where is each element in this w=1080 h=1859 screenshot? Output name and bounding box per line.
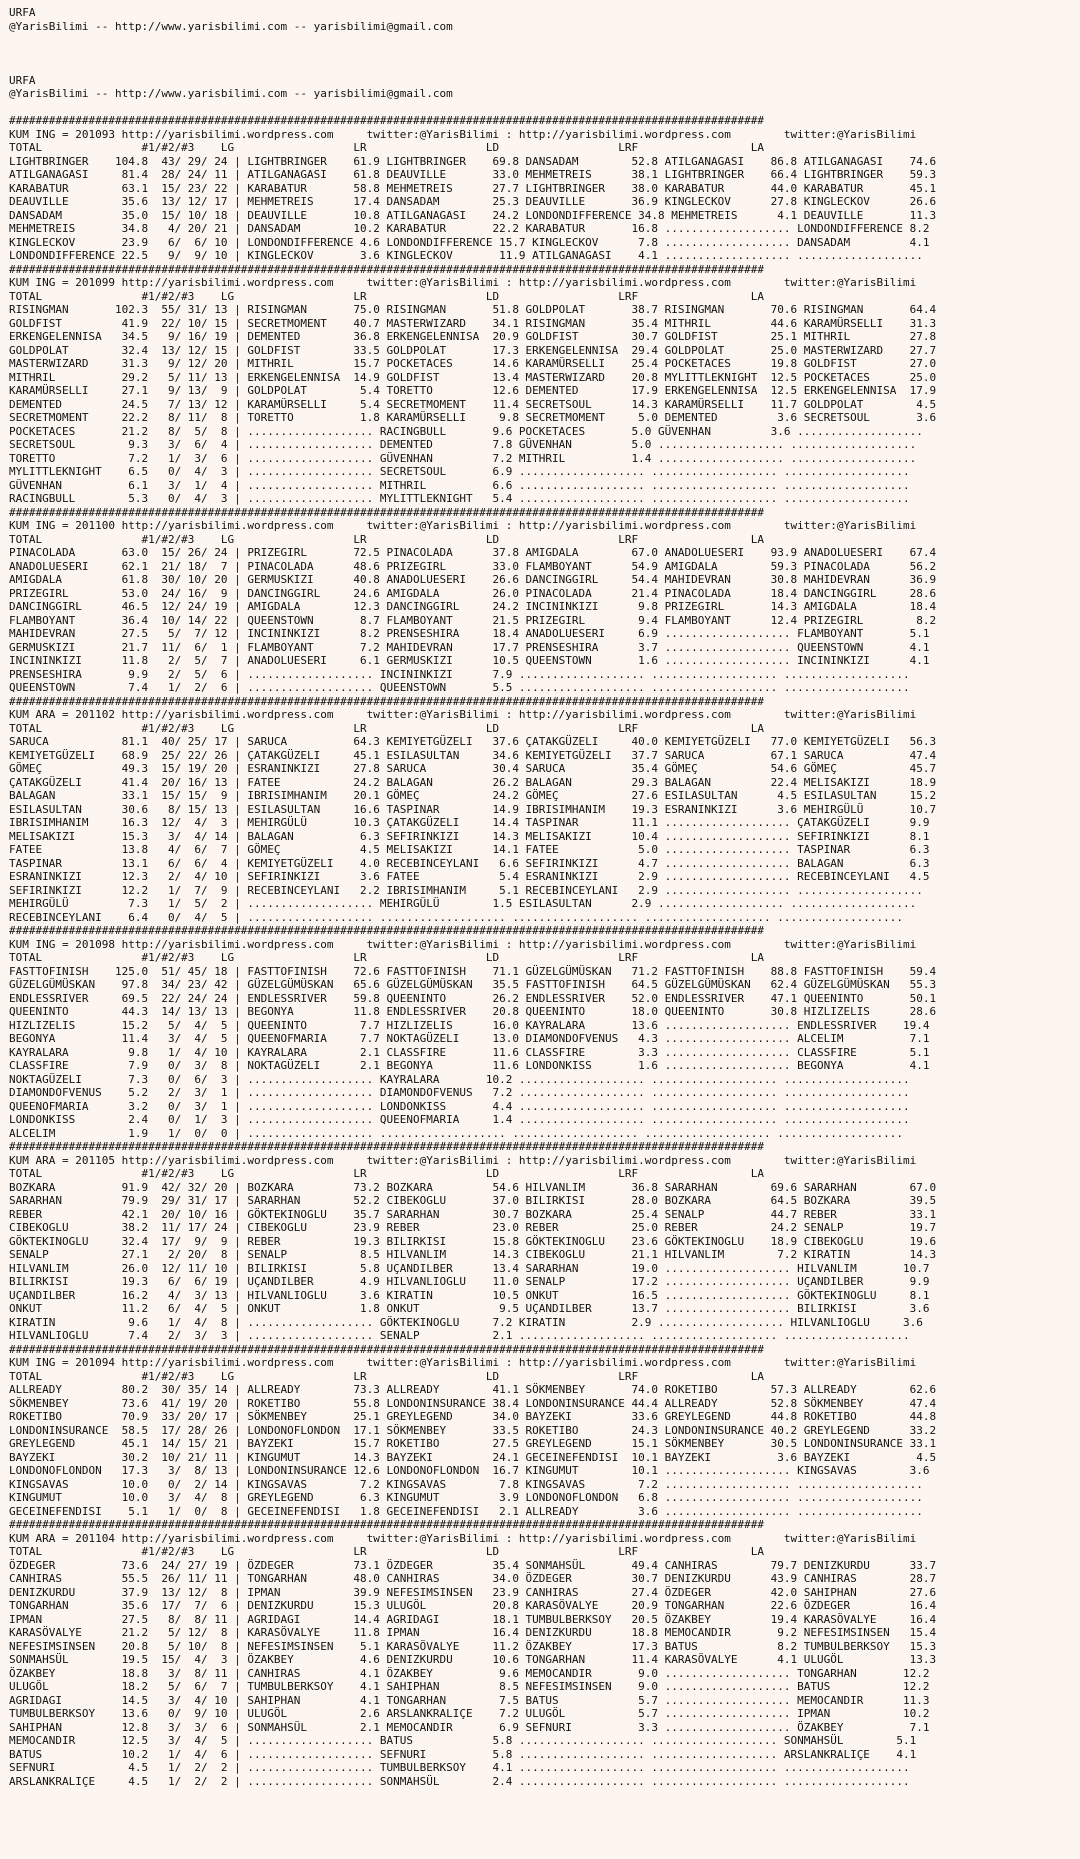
table-row: LIGHTBRINGER 104.8 43/ 29/ 24 | LIGHTBRINGER 61.9 LIGHTBRINGER 69.8 DANSADAM 52.8 ATILGANAGASI 86.8 ATILGANAGASI 74.6 <box>9 154 937 168</box>
blank-line <box>9 101 1080 115</box>
column-headers: TOTAL #1/#2/#3 LG LR LD LRF LA <box>9 1369 764 1383</box>
table-row: SECRETSOUL 9.3 3/ 6/ 4 | ................... DEMENTED 7.8 GÜVENHAN 5.0 ................... ................... <box>9 438 917 451</box>
table-row: ONKUT 11.2 6/ 4/ 5 | ONKUT 1.8 ONKUT 9.5 UÇANDILBER 13.7 ................... BILIRKISI 3.6 <box>9 1302 930 1315</box>
separator-line: ################################################################################################################## <box>9 1342 764 1356</box>
separator-line: ################################################################################################################## <box>9 505 764 519</box>
table-row: ALLREADY 80.2 30/ 35/ 14 | ALLREADY 73.3 ALLREADY 41.1 SÖKMENBEY 74.0 ROKETIBO 57.3 ALLREADY 62.6 <box>9 1383 937 1396</box>
table-row: FATEE 13.8 4/ 6/ 7 | GÖMEÇ 4.5 MELISAKIZI 14.1 FATEE 5.0 ................... TASPINAR 6.3 <box>9 843 930 856</box>
table-row: UÇANDILBER 16.2 4/ 3/ 13 | HILVANLIOGLU 3.6 KIRATIN 10.5 ONKUT 16.5 ................... GÖKTEKINOGLU 8.1 <box>9 1288 930 1302</box>
table-row: DIAMONDOFVENUS 5.2 2/ 3/ 1 | ................... DIAMONDOFVENUS 7.2 ................... ................... ................... <box>9 1086 910 1099</box>
table-row: DANCINGGIRL 46.5 12/ 24/ 19 | AMIGDALA 12.3 DANCINGGIRL 24.2 INCININKIZI 9.8 PRIZEGIRL 14.3 AMIGDALA 18.4 <box>9 600 937 613</box>
table-row: RECEBINCEYLANI 6.4 0/ 4/ 5 | ................... ................... ................... ................... ................... <box>9 910 904 924</box>
column-headers: TOTAL #1/#2/#3 LG LR LD LRF LA <box>9 721 764 735</box>
race-block <box>9 938 1080 1141</box>
section-header-contact: @YarisBilimi -- http://www.yarisbilimi.com -- yarisbilimi@gmail.com <box>9 87 453 100</box>
race-header: KUM ARA = 201102 http://yarisbilimi.wordpress.com twitter:@YarisBilimi : http://yarisbilimi.wordpress.com twitter:@YarisBilimi <box>9 708 917 721</box>
separator-line: ################################################################################################################## <box>9 262 764 276</box>
table-row: PRENSESHIRA 9.9 2/ 5/ 6 | ................... INCININKIZI 7.9 ................... ................... ................... <box>9 667 910 681</box>
table-row: BATUS 10.2 1/ 4/ 6 | ................... SEFNURI 5.8 ................... ................... ARSLANKRALIÇE 4.1 <box>9 1747 917 1761</box>
race-header: KUM ARA = 201105 http://yarisbilimi.wordpress.com twitter:@YarisBilimi : http://yarisbilimi.wordpress.com twitter:@YarisBilimi <box>9 1153 917 1167</box>
race-header: KUM ING = 201099 http://yarisbilimi.wordpress.com twitter:@YarisBilimi : http://yarisbilimi.wordpress.com twitter:@YarisBilimi <box>9 276 917 289</box>
table-row: CANHIRAS 55.5 26/ 11/ 11 | TONGARHAN 48.0 CANHIRAS 34.0 ÖZDEGER 30.7 DENIZKURDU 43.9 CANHIRAS 28.7 <box>9 1572 937 1585</box>
table-row: ENDLESSRIVER 69.5 22/ 24/ 24 | ENDLESSRIVER 59.8 QUEENINTO 26.2 ENDLESSRIVER 52.0 ENDLESSRIVER 47.1 QUEENINTO 50.1 <box>9 991 937 1005</box>
table-row: MAHIDEVRAN 27.5 5/ 7/ 12 | INCININKIZI 8.2 PRENSESHIRA 18.4 ANADOLUESERI 6.9 ................... FLAMBOYANT 5.1 <box>9 627 930 640</box>
table-row: KARABATUR 63.1 15/ 23/ 22 | KARABATUR 58.8 MEHMETREIS 27.7 LIGHTBRINGER 38.0 KARABATUR 44.0 KARABATUR 45.1 <box>9 181 937 195</box>
table-row: GÖKTEKINOGLU 32.4 17/ 9/ 9 | REBER 19.3 BILIRKISI 15.8 GÖKTEKINOGLU 23.6 GÖKTEKINOGLU 18.9 CIBEKOGLU 19.6 <box>9 1234 937 1248</box>
table-row: SONMAHSÜL 19.5 15/ 4/ 3 | ÖZAKBEY 4.6 DENIZKURDU 10.6 TONGARHAN 11.4 KARASÖVALYE 4.1 ULUGÖL 13.3 <box>9 1653 937 1666</box>
table-row: GECEINEFENDISI 5.1 1/ 0/ 8 | GECEINEFENDISI 1.8 GECEINEFENDISI 2.1 ALLREADY 3.6 ................... ................... <box>9 1504 923 1518</box>
table-row: TONGARHAN 35.6 17/ 7/ 6 | DENIZKURDU 15.3 ULUGÖL 20.8 KARASÖVALYE 20.9 TONGARHAN 22.6 ÖZDEGER 16.4 <box>9 1599 937 1612</box>
table-row: ERKENGELENNISA 34.5 9/ 16/ 19 | DEMENTED 36.8 ERKENGELENNISA 20.9 GOLDFIST 30.7 GOLDFIST 25.1 MITHRIL 27.8 <box>9 330 937 343</box>
separator-line: ################################################################################################################## <box>9 1518 764 1531</box>
race-block <box>9 1154 1080 1343</box>
table-row: ROKETIBO 70.9 33/ 20/ 17 | SÖKMENBEY 25.1 GREYLEGEND 34.0 BAYZEKI 33.6 GREYLEGEND 44.8 ROKETIBO 44.8 <box>9 1410 937 1423</box>
race-block <box>9 276 1080 506</box>
table-row: MYLITTLEKNIGHT 6.5 0/ 4/ 3 | ................... SECRETSOUL 6.9 ................... ................... ................... <box>9 465 910 478</box>
table-row: MEHIRGÜLÜ 7.3 1/ 5/ 2 | ................... MEHIRGÜLÜ 1.5 ESILASULTAN 2.9 ................... ................... <box>9 897 917 910</box>
table-row: ESILASULTAN 30.6 8/ 15/ 13 | ESILASULTAN 16.6 TASPINAR 14.9 IBRISIMHANIM 19.3 ESRANINKIZI 3.6 MEHIRGÜLÜ 10.7 <box>9 802 937 816</box>
table-row: DENIZKURDU 37.9 13/ 12/ 8 | IPMAN 39.9 NEFESIMSINSEN 23.9 CANHIRAS 27.4 ÖZDEGER 42.0 SAHIPHAN 27.6 <box>9 1585 937 1599</box>
section-title: URFA <box>9 73 36 87</box>
table-row: SÖKMENBEY 73.6 41/ 19/ 20 | ROKETIBO 55.8 LONDONINSURANCE 38.4 LONDONINSURANCE 44.4 ALLREADY 52.8 SÖKMENBEY 47.4 <box>9 1396 937 1410</box>
table-row: ANADOLUESERI 62.1 21/ 18/ 7 | PINACOLADA 48.6 PRIZEGIRL 33.0 FLAMBOYANT 54.9 AMIGDALA 59.3 PINACOLADA 56.2 <box>9 559 937 573</box>
table-row: SEFNURI 4.5 1/ 2/ 2 | ................... TUMBULBERKSOY 4.1 ................... ................... ................... <box>9 1761 910 1774</box>
column-headers: TOTAL #1/#2/#3 LG LR LD LRF LA <box>9 1167 764 1180</box>
blank-line <box>9 33 1080 47</box>
table-row: KINGUMUT 10.0 3/ 4/ 8 | GREYLEGEND 6.3 KINGUMUT 3.9 LONDONOFLONDON 6.8 ................... ................... <box>9 1491 923 1504</box>
table-row: ALCELIM 1.9 1/ 0/ 0 | ................... ................... ................... ................... ................... <box>9 1126 904 1140</box>
table-row: REBER 42.1 20/ 10/ 16 | GÖKTEKINOGLU 35.7 SARARHAN 30.7 BOZKARA 25.4 SENALP 44.7 REBER 33.1 <box>9 1207 937 1221</box>
race-header: KUM ARA = 201104 http://yarisbilimi.wordpress.com twitter:@YarisBilimi : http://yarisbilimi.wordpress.com twitter:@YarisBilimi <box>9 1531 917 1545</box>
table-row: HIZLIZELIS 15.2 5/ 4/ 5 | QUEENINTO 7.7 HIZLIZELIS 16.0 KAYRALARA 13.6 ................... ENDLESSRIVER 19.4 <box>9 1018 930 1032</box>
table-row: QUEENSTOWN 7.4 1/ 2/ 6 | ................... QUEENSTOWN 5.5 ................... ................... ................... <box>9 681 910 694</box>
table-row: GREYLEGEND 45.1 14/ 15/ 21 | BAYZEKI 15.7 ROKETIBO 27.5 GREYLEGEND 15.1 SÖKMENBEY 30.5 LONDONINSURANCE 33.1 <box>9 1437 937 1450</box>
race-block <box>9 519 1080 695</box>
race-header: KUM ING = 201100 http://yarisbilimi.wordpress.com twitter:@YarisBilimi : http://yarisbilimi.wordpress.com twitter:@YarisBilimi <box>9 519 917 532</box>
table-row: KINGSAVAS 10.0 0/ 2/ 14 | KINGSAVAS 7.2 KINGSAVAS 7.8 KINGSAVAS 7.2 ................... ................... <box>9 1477 923 1491</box>
table-row: KINGLECKOV 23.9 6/ 6/ 10 | LONDONDIFFERENCE 4.6 LONDONDIFFERENCE 15.7 KINGLECKOV 7.8 ................... DANSADAM 4.1 <box>9 235 930 249</box>
race-header: KUM ING = 201094 http://yarisbilimi.wordpress.com twitter:@YarisBilimi : http://yarisbilimi.wordpress.com twitter:@YarisBilimi <box>9 1356 917 1369</box>
table-row: KARASÖVALYE 21.2 5/ 12/ 8 | KARASÖVALYE 11.8 IPMAN 16.4 DENIZKURDU 18.8 MEMOCANDIR 9.2 NEFESIMSINSEN 15.4 <box>9 1626 937 1639</box>
blank-line <box>9 47 1080 61</box>
table-row: RACINGBULL 5.3 0/ 4/ 3 | ................... MYLITTLEKNIGHT 5.4 ................... ................... ................... <box>9 492 910 505</box>
table-row: KEMIYETGÜZELI 68.9 25/ 22/ 26 | ÇATAKGÜZELI 45.1 ESILASULTAN 34.6 KEMIYETGÜZELI 37.7 SARUCA 67.1 SARUCA 47.4 <box>9 748 937 762</box>
table-row: BEGONYA 11.4 3/ 4/ 5 | QUEENOFMARIA 7.7 NOKTAGÜZELI 13.0 DIAMONDOFVENUS 4.3 ................... ALCELIM 7.1 <box>9 1032 930 1045</box>
table-row: FASTTOFINISH 125.0 51/ 45/ 18 | FASTTOFINISH 72.6 FASTTOFINISH 71.1 GÜZELGÜMÜSKAN 71.2 FASTTOFINISH 88.8 FASTTOFINISH 59.4 <box>9 964 937 978</box>
table-row: MITHRIL 29.2 5/ 11/ 13 | ERKENGELENNISA 14.9 GOLDFIST 13.4 MASTERWIZARD 20.8 MYLITTLEKNIGHT 12.5 POCKETACES 25.0 <box>9 370 937 384</box>
race-block <box>9 128 1080 263</box>
table-row: CIBEKOGLU 38.2 11/ 17/ 24 | CIBEKOGLU 23.9 REBER 23.0 REBER 25.0 REBER 24.2 SENALP 19.7 <box>9 1221 937 1234</box>
table-row: GÜVENHAN 6.1 3/ 1/ 4 | ................... MITHRIL 6.6 ................... ................... ................... <box>9 478 910 492</box>
table-row: MELISAKIZI 15.3 3/ 4/ 14 | BALAGAN 6.3 SEFIRINKIZI 14.3 MELISAKIZI 10.4 ................... SEFIRINKIZI 8.1 <box>9 829 930 843</box>
table-row: GÖMEÇ 49.3 15/ 19/ 20 | ESRANINKIZI 27.8 SARUCA 30.4 SARUCA 35.4 GÖMEÇ 54.6 GÖMEÇ 45.7 <box>9 762 937 775</box>
table-row: HILVANLIOGLU 7.4 2/ 3/ 3 | ................... SENALP 2.1 ................... ................... ................... <box>9 1329 910 1342</box>
table-row: LONDONKISS 2.4 0/ 1/ 3 | ................... QUEENOFMARIA 1.4 ................... ................... ................... <box>9 1113 910 1126</box>
table-row: MEHMETREIS 34.8 4/ 20/ 21 | DANSADAM 10.2 KARABATUR 22.2 KARABATUR 16.8 ................... LONDONDIFFERENCE 8.2 <box>9 222 930 235</box>
table-row: DEMENTED 24.5 7/ 13/ 12 | KARAMÜRSELLI 5.4 SECRETMOMENT 11.4 SECRETSOUL 14.3 KARAMÜRSELLI 11.7 GOLDPOLAT 4.5 <box>9 397 937 411</box>
table-row: LONDONDIFFERENCE 22.5 9/ 9/ 10 | KINGLECKOV 3.6 KINGLECKOV 11.9 ATILGANAGASI 4.1 ................... ................... <box>9 249 923 262</box>
document-header-contact: @YarisBilimi -- http://www.yarisbilimi.com -- yarisbilimi@gmail.com <box>9 19 453 33</box>
table-row: FLAMBOYANT 36.4 10/ 14/ 22 | QUEENSTOWN 8.7 FLAMBOYANT 21.5 PRIZEGIRL 9.4 FLAMBOYANT 12.4 PRIZEGIRL 8.2 <box>9 613 937 627</box>
table-row: KIRATIN 9.6 1/ 4/ 8 | ................... GÖKTEKINOGLU 7.2 KIRATIN 2.9 ................... HILVANLIOGLU 3.6 <box>9 1315 923 1329</box>
table-row: GOLDPOLAT 32.4 13/ 12/ 15 | GOLDFIST 33.5 GOLDPOLAT 17.3 ERKENGELENNISA 29.4 GOLDPOLAT 25.0 MASTERWIZARD 27.7 <box>9 343 937 357</box>
table-row: LONDONOFLONDON 17.3 3/ 8/ 13 | LONDONINSURANCE 12.6 LONDONOFLONDON 16.7 KINGUMUT 10.1 ................... KINGSAVAS 3.6 <box>9 1464 930 1477</box>
table-row: LONDONINSURANCE 58.5 17/ 28/ 26 | LONDONOFLONDON 17.1 SÖKMENBEY 33.5 ROKETIBO 24.3 LONDONINSURANCE 40.2 GREYLEGEND 33.2 <box>9 1423 937 1437</box>
separator-line: ################################################################################################################## <box>9 694 764 708</box>
table-row: QUEENOFMARIA 3.2 0/ 3/ 1 | ................... LONDONKISS 4.4 ................... ................... ................... <box>9 1099 910 1113</box>
table-row: SAHIPHAN 12.8 3/ 3/ 6 | SONMAHSÜL 2.1 MEMOCANDIR 6.9 SEFNURI 3.3 ................... ÖZAKBEY 7.1 <box>9 1720 930 1734</box>
table-row: KAYRALARA 9.8 1/ 4/ 10 | KAYRALARA 2.1 CLASSFIRE 11.6 CLASSFIRE 3.3 ................... CLASSFIRE 5.1 <box>9 1045 930 1059</box>
separator-line: ################################################################################################################## <box>9 924 764 937</box>
table-row: NOKTAGÜZELI 7.3 0/ 6/ 3 | ................... KAYRALARA 10.2 ................... ................... ................... <box>9 1072 910 1086</box>
table-row: HILVANLIM 26.0 12/ 11/ 10 | BILIRKISI 5.8 UÇANDILBER 13.4 SARARHAN 19.0 ................... HILVANLIM 10.7 <box>9 1261 930 1275</box>
table-row: ULUGÖL 18.2 5/ 6/ 7 | TUMBULBERKSOY 4.1 SAHIPHAN 8.5 NEFESIMSINSEN 9.0 ................... BATUS 12.2 <box>9 1680 930 1693</box>
column-headers: TOTAL #1/#2/#3 LG LR LD LRF LA <box>9 1545 764 1558</box>
table-row: TUMBULBERKSOY 13.6 0/ 9/ 10 | ULUGÖL 2.6 ARSLANKRALIÇE 7.2 ULUGÖL 5.7 ................... IPMAN 10.2 <box>9 1707 930 1720</box>
table-row: BILIRKISI 19.3 6/ 6/ 19 | UÇANDILBER 4.9 HILVANLIOGLU 11.0 SENALP 17.2 ................... UÇANDILBER 9.9 <box>9 1275 930 1288</box>
blank-line <box>9 60 1080 74</box>
table-row: GOLDFIST 41.9 22/ 10/ 15 | SECRETMOMENT 40.7 MASTERWIZARD 34.1 RISINGMAN 35.4 MITHRIL 44.6 KARAMÜRSELLI 31.3 <box>9 316 937 330</box>
column-headers: TOTAL #1/#2/#3 LG LR LD LRF LA <box>9 141 764 154</box>
table-row: SEFIRINKIZI 12.2 1/ 7/ 9 | RECEBINCEYLANI 2.2 IBRISIMHANIM 5.1 RECEBINCEYLANI 2.9 ................... ................... <box>9 883 923 897</box>
race-header: KUM ING = 201093 http://yarisbilimi.wordpress.com twitter:@YarisBilimi : http://yarisbilimi.wordpress.com twitter:@YarisBilimi <box>9 127 917 141</box>
table-row: NEFESIMSINSEN 20.8 5/ 10/ 8 | NEFESIMSINSEN 5.1 KARASÖVALYE 11.2 ÖZAKBEY 17.3 BATUS 8.2 TUMBULBERKSOY 15.3 <box>9 1639 937 1653</box>
table-row: MASTERWIZARD 31.3 9/ 12/ 20 | MITHRIL 15.7 POCKETACES 14.6 KARAMÜRSELLI 25.4 POCKETACES 19.8 GOLDFIST 27.0 <box>9 357 937 370</box>
table-row: ARSLANKRALIÇE 4.5 1/ 2/ 2 | ................... SONMAHSÜL 2.4 ................... ................... ................... <box>9 1774 910 1788</box>
table-row: SENALP 27.1 2/ 20/ 8 | SENALP 8.5 HILVANLIM 14.3 CIBEKOGLU 21.1 HILVANLIM 7.2 KIRATIN 14.3 <box>9 1248 937 1261</box>
table-row: TORETTO 7.2 1/ 3/ 6 | ................... GÜVENHAN 7.2 MITHRIL 1.4 ................... ................... <box>9 451 917 465</box>
document-title: URFA <box>9 6 36 19</box>
table-row: PINACOLADA 63.0 15/ 26/ 24 | PRIZEGIRL 72.5 PINACOLADA 37.8 AMIGDALA 67.0 ANADOLUESERI 93.9 ANADOLUESERI 67.4 <box>9 546 937 559</box>
table-row: SECRETMOMENT 22.2 8/ 11/ 8 | TORETTO 1.8 KARAMÜRSELLI 9.8 SECRETMOMENT 5.0 DEMENTED 3.6 SECRETSOUL 3.6 <box>9 411 937 424</box>
table-row: QUEENINTO 44.3 14/ 13/ 13 | BEGONYA 11.8 ENDLESSRIVER 20.8 QUEENINTO 18.0 QUEENINTO 30.8 HIZLIZELIS 28.6 <box>9 1005 937 1018</box>
table-row: ÇATAKGÜZELI 41.4 20/ 16/ 13 | FATEE 24.2 BALAGAN 26.2 BALAGAN 29.3 BALAGAN 22.4 MELISAKIZI 18.9 <box>9 775 937 789</box>
table-row: TASPINAR 13.1 6/ 6/ 4 | KEMIYETGÜZELI 4.0 RECEBINCEYLANI 6.6 SEFIRINKIZI 4.7 ................... BALAGAN 6.3 <box>9 856 930 870</box>
table-row: AMIGDALA 61.8 30/ 10/ 20 | GERMUSKIZI 40.8 ANADOLUESERI 26.6 DANCINGGIRL 54.4 MAHIDEVRAN 30.8 MAHIDEVRAN 36.9 <box>9 573 937 586</box>
table-row: KARAMÜRSELLI 27.1 9/ 13/ 9 | GOLDPOLAT 5.4 TORETTO 12.6 DEMENTED 17.9 ERKENGELENNISA 12.5 ERKENGELENNISA 17.9 <box>9 384 937 397</box>
table-row: BOZKARA 91.9 42/ 32/ 20 | BOZKARA 73.2 BOZKARA 54.6 HILVANLIM 36.8 SARARHAN 69.6 SARARHAN 67.0 <box>9 1180 937 1194</box>
table-row: AGRIDAGI 14.5 3/ 4/ 10 | SAHIPHAN 4.1 TONGARHAN 7.5 BATUS 5.7 ................... MEMOCANDIR 11.3 <box>9 1693 930 1707</box>
table-row: DEAUVILLE 35.6 13/ 12/ 17 | MEHMETREIS 17.4 DANSADAM 25.3 DEAUVILLE 36.9 KINGLECKOV 27.8 KINGLECKOV 26.6 <box>9 195 937 208</box>
table-row: DANSADAM 35.0 15/ 10/ 18 | DEAUVILLE 10.8 ATILGANAGASI 24.2 LONDONDIFFERENCE 34.8 MEHMETREIS 4.1 DEAUVILLE 11.3 <box>9 208 937 222</box>
table-row: IPMAN 27.5 8/ 8/ 11 | AGRIDAGI 14.4 AGRIDAGI 18.1 TUMBULBERKSOY 20.5 ÖZAKBEY 19.4 KARASÖVALYE 16.4 <box>9 1612 937 1626</box>
table-row: GÜZELGÜMÜSKAN 97.8 34/ 23/ 42 | GÜZELGÜMÜSKAN 65.6 GÜZELGÜMÜSKAN 35.5 FASTTOFINISH 64.5 GÜZELGÜMÜSKAN 62.4 GÜZELGÜMÜSKAN 55.3 <box>9 978 937 991</box>
table-row: MEMOCANDIR 12.5 3/ 4/ 5 | ................... BATUS 5.8 ................... ................... SONMAHSÜL 5.1 <box>9 1734 917 1747</box>
table-row: GERMUSKIZI 21.7 11/ 6/ 1 | FLAMBOYANT 7.2 MAHIDEVRAN 17.7 PRENSESHIRA 3.7 ................... QUEENSTOWN 4.1 <box>9 640 930 654</box>
table-row: BAYZEKI 30.2 10/ 21/ 11 | KINGUMUT 14.3 BAYZEKI 24.1 GECEINEFENDISI 10.1 BAYZEKI 3.6 BAYZEKI 4.5 <box>9 1450 937 1464</box>
table-row: RISINGMAN 102.3 55/ 31/ 13 | RISINGMAN 75.0 RISINGMAN 51.8 GOLDPOLAT 38.7 RISINGMAN 70.6 RISINGMAN 64.4 <box>9 303 937 316</box>
race-tables <box>9 114 1080 1788</box>
race-block <box>9 1532 1080 1789</box>
race-block <box>9 1356 1080 1518</box>
table-row: ATILGANAGASI 81.4 28/ 24/ 11 | ATILGANAGASI 61.8 DEAUVILLE 33.0 MEHMETREIS 38.1 LIGHTBRINGER 66.4 LIGHTBRINGER 59.3 <box>9 168 937 181</box>
column-headers: TOTAL #1/#2/#3 LG LR LD LRF LA <box>9 532 764 546</box>
table-row: IBRISIMHANIM 16.3 12/ 4/ 3 | MEHIRGÜLÜ 10.3 ÇATAKGÜZELI 14.4 TASPINAR 11.1 ................... ÇATAKGÜZELI 9.9 <box>9 816 930 829</box>
table-row: SARUCA 81.1 40/ 25/ 17 | SARUCA 64.3 KEMIYETGÜZELI 37.6 ÇATAKGÜZELI 40.0 KEMIYETGÜZELI 77.0 KEMIYETGÜZELI 56.3 <box>9 735 937 748</box>
table-row: INCININKIZI 11.8 2/ 5/ 7 | ANADOLUESERI 6.1 GERMUSKIZI 10.5 QUEENSTOWN 1.6 ................... INCININKIZI 4.1 <box>9 654 930 667</box>
table-row: SARARHAN 79.9 29/ 31/ 17 | SARARHAN 52.2 CIBEKOGLU 37.0 BILIRKISI 28.0 BOZKARA 64.5 BOZKARA 39.5 <box>9 1194 937 1207</box>
table-row: PRIZEGIRL 53.0 24/ 16/ 9 | DANCINGGIRL 24.6 AMIGDALA 26.0 PINACOLADA 21.4 PINACOLADA 18.4 DANCINGGIRL 28.6 <box>9 586 937 600</box>
table-row: ÖZAKBEY 18.8 3/ 8/ 11 | CANHIRAS 4.1 ÖZAKBEY 9.6 MEMOCANDIR 9.0 ................... TONGARHAN 12.2 <box>9 1666 930 1680</box>
table-row: ESRANINKIZI 12.3 2/ 4/ 10 | SEFIRINKIZI 3.6 FATEE 5.4 ESRANINKIZI 2.9 ................... RECEBINCEYLANI 4.5 <box>9 870 930 883</box>
table-row: POCKETACES 21.2 8/ 5/ 8 | ................... RACINGBULL 9.6 POCKETACES 5.0 GÜVENHAN 3.6 ................... <box>9 424 923 438</box>
race-block <box>9 708 1080 924</box>
table-row: BALAGAN 33.1 15/ 15/ 9 | IBRISIMHANIM 20.1 GÖMEÇ 24.2 GÖMEÇ 27.6 ESILASULTAN 4.5 ESILASULTAN 15.2 <box>9 789 937 802</box>
table-row: ÖZDEGER 73.6 24/ 27/ 19 | ÖZDEGER 73.1 ÖZDEGER 35.4 SONMAHSÜL 49.4 CANHIRAS 79.7 DENIZKURDU 33.7 <box>9 1558 937 1572</box>
column-headers: TOTAL #1/#2/#3 LG LR LD LRF LA <box>9 289 764 303</box>
separator-line: ################################################################################################################## <box>9 1140 764 1153</box>
separator-line: ################################################################################################################## <box>9 114 764 127</box>
table-row: CLASSFIRE 7.9 0/ 3/ 8 | NOKTAGÜZELI 2.1 BEGONYA 11.6 LONDONKISS 1.6 ................... BEGONYA 4.1 <box>9 1059 930 1072</box>
race-header: KUM ING = 201098 http://yarisbilimi.wordpress.com twitter:@YarisBilimi : http://yarisbilimi.wordpress.com twitter:@YarisBilimi <box>9 937 917 951</box>
column-headers: TOTAL #1/#2/#3 LG LR LD LRF LA <box>9 951 764 964</box>
